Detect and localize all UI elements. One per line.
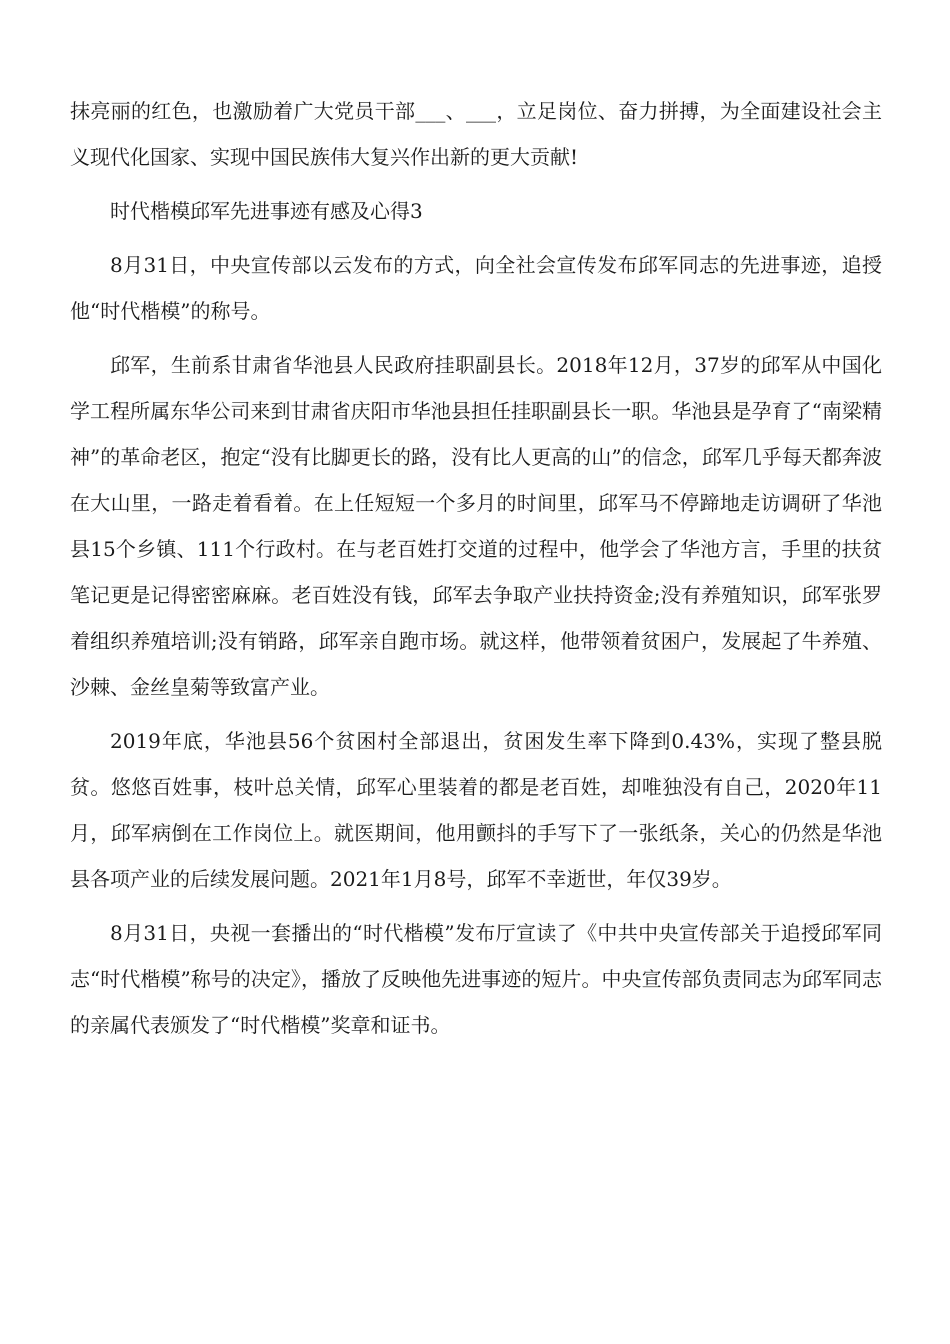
document-page	[70, 88, 882, 1048]
paragraph-ceremony: 8月31日，央视一套播出的“时代楷模”发布厅宣读了《中共中央宣传部关于追授邱军同志“时代楷模”称号的决定》，播放了反映他先进事迹的短片。中央宣传部负责同志为邱军同志的亲属代表颁发了“时代楷模”奖章和证书。	[70, 921, 882, 1037]
section-heading: 时代楷模邱军先进事迹有感及心得3	[110, 199, 423, 223]
paragraph-announcement: 8月31日，中央宣传部以云发布的方式，向全社会宣传发布邱军同志的先进事迹，追授他“时代楷模”的称号。	[70, 253, 882, 323]
paragraph-continuation: 抹亮丽的红色，也激励着广大党员干部___、___，立足岗位、奋力拼搏，为全面建设社会主义现代化国家、实现中国民族伟大复兴作出新的更大贡献!	[70, 99, 882, 169]
paragraph-biography: 邱军，生前系甘肃省华池县人民政府挂职副县长。2018年12月，37岁的邱军从中国化学工程所属东华公司来到甘肃省庆阳市华池县担任挂职副县长一职。华池县是孕育了“南梁精神”的革命老区，抱定“没有比脚更长的路，没有比人更高的山”的信念，邱军几乎每天都奔波在大山里，一路走着看着。在上任短短一个多月的时间里，邱军马不停蹄地走访调研了华池县15个乡镇、111个行政村。在与老百姓打交道的过程中，他学会了华池方言，手里的扶贫笔记更是记得密密麻麻。老百姓没有钱，邱军去争取产业扶持资金;没有养殖知识，邱军张罗着组织养殖培训;没有销路，邱军亲自跑市场。就这样，他带领着贫困户，发展起了牛养殖、沙棘、金丝皇菊等致富产业。	[70, 353, 882, 699]
paragraph-achievements: 2019年底，华池县56个贫困村全部退出，贫困发生率下降到0.43%，实现了整县脱贫。悠悠百姓事，枝叶总关情，邱军心里装着的都是老百姓，却唯独没有自己，2020年11月，邱军病倒在工作岗位上。就医期间，他用颤抖的手写下了一张纸条，关心的仍然是华池县各项产业的后续发展问题。2021年1月8号，邱军不幸逝世，年仅39岁。	[70, 729, 882, 891]
